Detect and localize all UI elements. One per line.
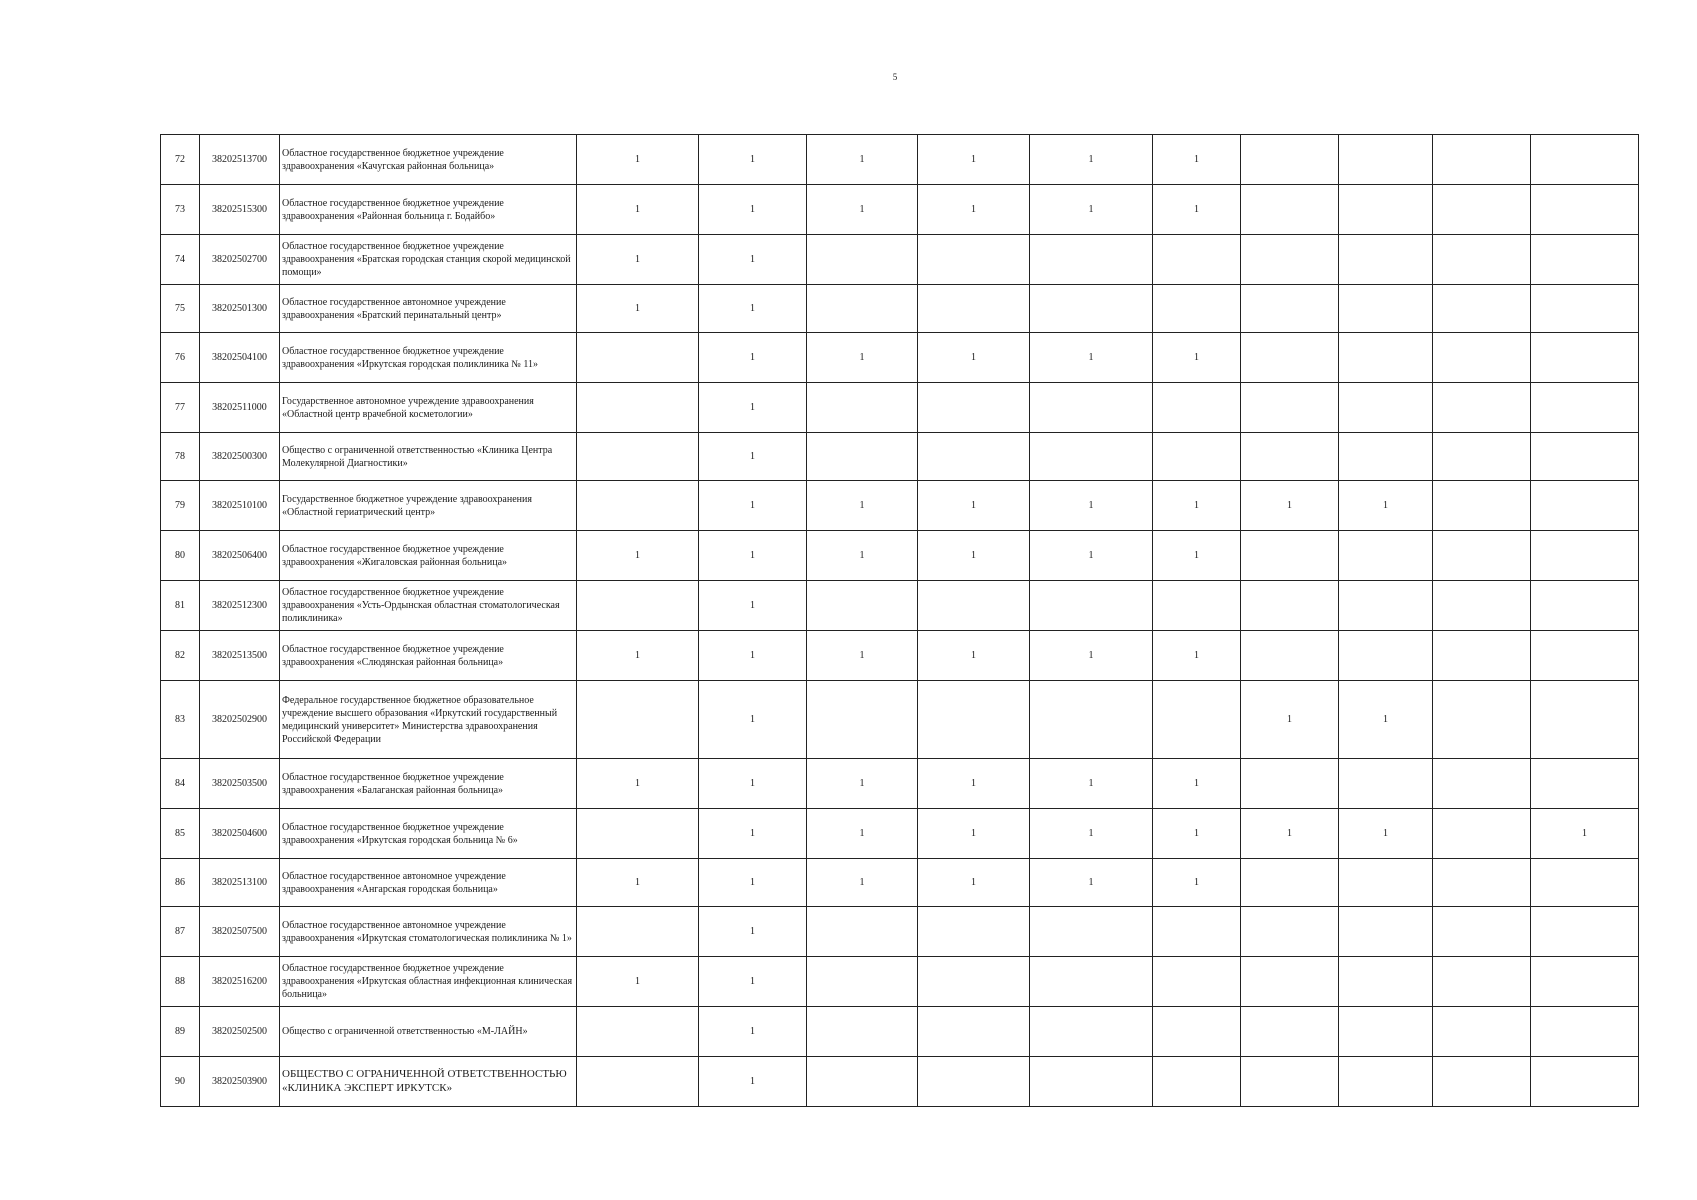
- organization-name-cell: Областное государственное бюджетное учреждение здравоохранения «Иркутская городская больница № 6»: [280, 809, 577, 859]
- indicator-cell: 1: [1153, 481, 1241, 531]
- organization-name-cell: Областное государственное бюджетное учреждение здравоохранения «Жигаловская районная больница»: [280, 531, 577, 581]
- indicator-cell: [1339, 1007, 1433, 1057]
- indicator-cell: [1433, 1007, 1531, 1057]
- indicator-cell: [1433, 235, 1531, 285]
- indicator-cell: [807, 433, 918, 481]
- indicator-cell: [918, 383, 1030, 433]
- row-number-cell: 74: [161, 235, 200, 285]
- indicator-cell: [1531, 433, 1639, 481]
- table-row: [161, 1057, 1639, 1107]
- indicator-cell: [1241, 1057, 1339, 1107]
- indicator-cell: [807, 235, 918, 285]
- indicator-cell: 1: [1339, 809, 1433, 859]
- indicator-cell: [1531, 531, 1639, 581]
- indicator-cell: [1531, 759, 1639, 809]
- table-row: [161, 481, 1639, 531]
- indicator-cell: [1153, 1007, 1241, 1057]
- table-row: [161, 631, 1639, 681]
- indicator-cell: 1: [699, 759, 807, 809]
- indicator-cell: [1531, 907, 1639, 957]
- indicator-cell: 1: [1153, 531, 1241, 581]
- indicator-cell: [1241, 333, 1339, 383]
- indicator-cell: 1: [577, 759, 699, 809]
- row-number-cell: 77: [161, 383, 200, 433]
- indicator-cell: [1433, 809, 1531, 859]
- indicator-cell: [1241, 383, 1339, 433]
- indicator-cell: 1: [1030, 333, 1153, 383]
- indicator-cell: [1433, 185, 1531, 235]
- registry-code-cell: 38202503500: [200, 759, 280, 809]
- row-number-cell: 87: [161, 907, 200, 957]
- indicator-cell: 1: [699, 433, 807, 481]
- indicator-cell: 1: [699, 185, 807, 235]
- indicator-cell: [1030, 907, 1153, 957]
- table-row: [161, 809, 1639, 859]
- indicator-cell: 1: [577, 185, 699, 235]
- indicator-cell: [1339, 531, 1433, 581]
- indicator-cell: [807, 383, 918, 433]
- indicator-cell: [577, 581, 699, 631]
- indicator-cell: 1: [699, 285, 807, 333]
- indicator-cell: [1433, 957, 1531, 1007]
- indicator-cell: 1: [1153, 631, 1241, 681]
- indicator-cell: 1: [807, 809, 918, 859]
- indicator-cell: [1531, 1007, 1639, 1057]
- indicator-cell: [918, 907, 1030, 957]
- indicator-cell: [807, 681, 918, 759]
- indicator-cell: 1: [699, 383, 807, 433]
- row-number-cell: 89: [161, 1007, 200, 1057]
- indicator-cell: 1: [577, 531, 699, 581]
- indicator-cell: 1: [699, 1057, 807, 1107]
- indicator-cell: 1: [807, 631, 918, 681]
- indicator-cell: [577, 681, 699, 759]
- indicator-cell: [1531, 1057, 1639, 1107]
- indicator-cell: [1339, 907, 1433, 957]
- indicator-cell: [807, 1057, 918, 1107]
- indicator-cell: [1153, 285, 1241, 333]
- indicator-cell: [1339, 859, 1433, 907]
- indicator-cell: [1241, 285, 1339, 333]
- indicator-cell: [807, 581, 918, 631]
- indicator-cell: [1433, 285, 1531, 333]
- indicator-cell: [918, 681, 1030, 759]
- indicator-cell: [1030, 957, 1153, 1007]
- indicator-cell: 1: [1030, 135, 1153, 185]
- table-row: [161, 859, 1639, 907]
- indicator-cell: 1: [918, 135, 1030, 185]
- indicator-cell: [1433, 333, 1531, 383]
- table-row: [161, 1007, 1639, 1057]
- row-number-cell: 83: [161, 681, 200, 759]
- indicator-cell: 1: [699, 681, 807, 759]
- indicator-cell: 1: [699, 809, 807, 859]
- indicator-cell: 1: [699, 859, 807, 907]
- indicator-cell: 1: [1030, 481, 1153, 531]
- indicator-cell: [1433, 481, 1531, 531]
- indicator-cell: 1: [1153, 809, 1241, 859]
- indicator-cell: [1241, 433, 1339, 481]
- indicator-cell: [577, 809, 699, 859]
- organization-name-cell: Областное государственное автономное учреждение здравоохранения «Ангарская городская больница»: [280, 859, 577, 907]
- indicator-cell: 1: [807, 333, 918, 383]
- indicator-cell: [1030, 1007, 1153, 1057]
- indicator-cell: [918, 285, 1030, 333]
- indicator-cell: 1: [918, 809, 1030, 859]
- indicator-cell: [1339, 285, 1433, 333]
- row-number-cell: 88: [161, 957, 200, 1007]
- organization-name-cell: Общество с ограниченной ответственностью «М-ЛАЙН»: [280, 1007, 577, 1057]
- indicator-cell: [807, 285, 918, 333]
- indicator-cell: [1153, 681, 1241, 759]
- registry-table: [160, 134, 1639, 1107]
- indicator-cell: 1: [918, 631, 1030, 681]
- indicator-cell: 1: [1339, 681, 1433, 759]
- organization-name-cell: Областное государственное бюджетное учреждение здравоохранения «Качугская районная больница»: [280, 135, 577, 185]
- indicator-cell: [807, 957, 918, 1007]
- indicator-cell: [918, 1057, 1030, 1107]
- indicator-cell: [1030, 285, 1153, 333]
- indicator-cell: 1: [807, 135, 918, 185]
- indicator-cell: [918, 957, 1030, 1007]
- table-row: [161, 433, 1639, 481]
- indicator-cell: [1433, 433, 1531, 481]
- indicator-cell: 1: [699, 907, 807, 957]
- table-row: [161, 531, 1639, 581]
- indicator-cell: [1531, 135, 1639, 185]
- row-number-cell: 85: [161, 809, 200, 859]
- indicator-cell: [807, 907, 918, 957]
- indicator-cell: [577, 1007, 699, 1057]
- indicator-cell: 1: [1241, 481, 1339, 531]
- indicator-cell: [1531, 957, 1639, 1007]
- registry-code-cell: 38202507500: [200, 907, 280, 957]
- registry-code-cell: 38202513700: [200, 135, 280, 185]
- registry-body: [161, 135, 1639, 1107]
- indicator-cell: [1433, 631, 1531, 681]
- indicator-cell: 1: [699, 631, 807, 681]
- indicator-cell: 1: [1241, 809, 1339, 859]
- indicator-cell: [918, 235, 1030, 285]
- indicator-cell: 1: [699, 235, 807, 285]
- indicator-cell: [1153, 1057, 1241, 1107]
- indicator-cell: [1339, 135, 1433, 185]
- registry-code-cell: 38202512300: [200, 581, 280, 631]
- indicator-cell: 1: [577, 285, 699, 333]
- row-number-cell: 79: [161, 481, 200, 531]
- indicator-cell: [1153, 581, 1241, 631]
- indicator-cell: 1: [699, 531, 807, 581]
- row-number-cell: 80: [161, 531, 200, 581]
- row-number-cell: 84: [161, 759, 200, 809]
- indicator-cell: 1: [1153, 135, 1241, 185]
- indicator-cell: [1531, 859, 1639, 907]
- table-row: [161, 135, 1639, 185]
- indicator-cell: [577, 907, 699, 957]
- indicator-cell: [1531, 333, 1639, 383]
- indicator-cell: 1: [577, 859, 699, 907]
- row-number-cell: 73: [161, 185, 200, 235]
- page-number: 5: [892, 72, 898, 82]
- indicator-cell: [1339, 1057, 1433, 1107]
- indicator-cell: [807, 1007, 918, 1057]
- indicator-cell: [1433, 907, 1531, 957]
- indicator-cell: [1153, 433, 1241, 481]
- indicator-cell: 1: [699, 135, 807, 185]
- registry-code-cell: 38202503900: [200, 1057, 280, 1107]
- registry-code-cell: 38202510100: [200, 481, 280, 531]
- registry-code-cell: 38202501300: [200, 285, 280, 333]
- organization-name-cell: Областное государственное бюджетное учреждение здравоохранения «Слюдянская районная больница»: [280, 631, 577, 681]
- indicator-cell: [1339, 433, 1433, 481]
- indicator-cell: 1: [1030, 185, 1153, 235]
- indicator-cell: 1: [1153, 185, 1241, 235]
- registry-code-cell: 38202502500: [200, 1007, 280, 1057]
- row-number-cell: 82: [161, 631, 200, 681]
- indicator-cell: 1: [918, 333, 1030, 383]
- indicator-cell: [1153, 383, 1241, 433]
- indicator-cell: [1153, 907, 1241, 957]
- indicator-cell: [1030, 383, 1153, 433]
- indicator-cell: 1: [1531, 809, 1639, 859]
- indicator-cell: [918, 433, 1030, 481]
- indicator-cell: [1433, 135, 1531, 185]
- registry-code-cell: 38202506400: [200, 531, 280, 581]
- organization-name-cell: Государственное автономное учреждение здравоохранения «Областной центр врачебной косметологии»: [280, 383, 577, 433]
- indicator-cell: 1: [699, 957, 807, 1007]
- indicator-cell: 1: [807, 759, 918, 809]
- table-row: [161, 681, 1639, 759]
- indicator-cell: [1339, 631, 1433, 681]
- indicator-cell: [1241, 631, 1339, 681]
- indicator-cell: [1241, 1007, 1339, 1057]
- row-number-cell: 78: [161, 433, 200, 481]
- indicator-cell: [577, 433, 699, 481]
- indicator-cell: 1: [1030, 531, 1153, 581]
- table-row: [161, 333, 1639, 383]
- indicator-cell: [1241, 759, 1339, 809]
- indicator-cell: 1: [699, 481, 807, 531]
- registry-code-cell: 38202513100: [200, 859, 280, 907]
- indicator-cell: 1: [1030, 809, 1153, 859]
- indicator-cell: [577, 333, 699, 383]
- indicator-cell: [1339, 383, 1433, 433]
- indicator-cell: [1531, 581, 1639, 631]
- registry-code-cell: 38202504100: [200, 333, 280, 383]
- indicator-cell: [1531, 285, 1639, 333]
- row-number-cell: 75: [161, 285, 200, 333]
- indicator-cell: 1: [577, 957, 699, 1007]
- indicator-cell: 1: [1339, 481, 1433, 531]
- indicator-cell: [1241, 957, 1339, 1007]
- organization-name-cell: Областное государственное автономное учреждение здравоохранения «Иркутская стоматологическая поликлиника № 1»: [280, 907, 577, 957]
- indicator-cell: [1030, 235, 1153, 285]
- organization-name-cell: Областное государственное бюджетное учреждение здравоохранения «Братская городская станция скорой медицинской помощи»: [280, 235, 577, 285]
- indicator-cell: [1433, 383, 1531, 433]
- registry-code-cell: 38202504600: [200, 809, 280, 859]
- indicator-cell: [1433, 681, 1531, 759]
- indicator-cell: 1: [807, 859, 918, 907]
- indicator-cell: [1339, 235, 1433, 285]
- indicator-cell: 1: [699, 1007, 807, 1057]
- indicator-cell: [1339, 333, 1433, 383]
- indicator-cell: [1030, 681, 1153, 759]
- indicator-cell: [1531, 235, 1639, 285]
- indicator-cell: 1: [1153, 759, 1241, 809]
- indicator-cell: [577, 1057, 699, 1107]
- indicator-cell: [1531, 185, 1639, 235]
- indicator-cell: [1531, 631, 1639, 681]
- indicator-cell: 1: [577, 235, 699, 285]
- indicator-cell: [1241, 859, 1339, 907]
- indicator-cell: [577, 383, 699, 433]
- indicator-cell: [918, 1007, 1030, 1057]
- row-number-cell: 90: [161, 1057, 200, 1107]
- organization-name-cell: Областное государственное автономное учреждение здравоохранения «Братский перинатальный центр»: [280, 285, 577, 333]
- registry-code-cell: 38202515300: [200, 185, 280, 235]
- indicator-cell: 1: [1030, 859, 1153, 907]
- indicator-cell: [577, 481, 699, 531]
- indicator-cell: 1: [918, 185, 1030, 235]
- row-number-cell: 76: [161, 333, 200, 383]
- registry-code-cell: 38202500300: [200, 433, 280, 481]
- indicator-cell: 1: [699, 581, 807, 631]
- row-number-cell: 81: [161, 581, 200, 631]
- table-row: [161, 759, 1639, 809]
- indicator-cell: 1: [1030, 631, 1153, 681]
- table-row: [161, 581, 1639, 631]
- indicator-cell: 1: [918, 531, 1030, 581]
- organization-name-cell: Областное государственное бюджетное учреждение здравоохранения «Иркутская городская поликлиника № 11»: [280, 333, 577, 383]
- organization-name-cell: Областное государственное бюджетное учреждение здравоохранения «Районная больница г. Бодайбо»: [280, 185, 577, 235]
- indicator-cell: 1: [1153, 333, 1241, 383]
- indicator-cell: [1531, 481, 1639, 531]
- indicator-cell: [1030, 581, 1153, 631]
- indicator-cell: [1241, 185, 1339, 235]
- organization-name-cell: Федеральное государственное бюджетное образовательное учреждение высшего образования «Иркутский государственный медицинский университет» Министерства здравоохранения Российской Федерации: [280, 681, 577, 759]
- indicator-cell: [1241, 135, 1339, 185]
- table-row: [161, 185, 1639, 235]
- registry-code-cell: 38202502700: [200, 235, 280, 285]
- indicator-cell: 1: [918, 859, 1030, 907]
- indicator-cell: [1433, 581, 1531, 631]
- table-row: [161, 957, 1639, 1007]
- indicator-cell: 1: [1153, 859, 1241, 907]
- indicator-cell: [1241, 907, 1339, 957]
- indicator-cell: [1153, 235, 1241, 285]
- indicator-cell: [1030, 433, 1153, 481]
- registry-code-cell: 38202513500: [200, 631, 280, 681]
- indicator-cell: [1339, 759, 1433, 809]
- indicator-cell: [1433, 1057, 1531, 1107]
- indicator-cell: [1241, 581, 1339, 631]
- registry-code-cell: 38202516200: [200, 957, 280, 1007]
- indicator-cell: [1433, 859, 1531, 907]
- indicator-cell: 1: [807, 481, 918, 531]
- indicator-cell: [1433, 759, 1531, 809]
- registry-code-cell: 38202502900: [200, 681, 280, 759]
- indicator-cell: [1030, 1057, 1153, 1107]
- indicator-cell: 1: [1241, 681, 1339, 759]
- indicator-cell: [1433, 531, 1531, 581]
- organization-name-cell: Государственное бюджетное учреждение здравоохранения «Областной гериатрический центр»: [280, 481, 577, 531]
- indicator-cell: [1241, 531, 1339, 581]
- indicator-cell: 1: [577, 631, 699, 681]
- indicator-cell: 1: [807, 185, 918, 235]
- indicator-cell: [1339, 581, 1433, 631]
- indicator-cell: [1531, 383, 1639, 433]
- table-row: [161, 285, 1639, 333]
- indicator-cell: 1: [699, 333, 807, 383]
- indicator-cell: 1: [577, 135, 699, 185]
- indicator-cell: [1339, 957, 1433, 1007]
- registry-code-cell: 38202511000: [200, 383, 280, 433]
- organization-name-cell: Областное государственное бюджетное учреждение здравоохранения «Усть-Ордынская областная стоматологическая поликлиника»: [280, 581, 577, 631]
- indicator-cell: 1: [918, 481, 1030, 531]
- indicator-cell: [1241, 235, 1339, 285]
- indicator-cell: [918, 581, 1030, 631]
- indicator-cell: [1531, 681, 1639, 759]
- organization-name-cell: Областное государственное бюджетное учреждение здравоохранения «Балаганская районная больница»: [280, 759, 577, 809]
- organization-name-cell: Областное государственное бюджетное учреждение здравоохранения «Иркутская областная инфекционная клиническая больница»: [280, 957, 577, 1007]
- indicator-cell: 1: [918, 759, 1030, 809]
- indicator-cell: [1339, 185, 1433, 235]
- table-row: [161, 235, 1639, 285]
- indicator-cell: 1: [1030, 759, 1153, 809]
- table-row: [161, 907, 1639, 957]
- row-number-cell: 86: [161, 859, 200, 907]
- organization-name-cell: ОБЩЕСТВО С ОГРАНИЧЕННОЙ ОТВЕТСТВЕННОСТЬЮ «КЛИНИКА ЭКСПЕРТ ИРКУТСК»: [280, 1057, 577, 1107]
- row-number-cell: 72: [161, 135, 200, 185]
- organization-name-cell: Общество с ограниченной ответственностью «Клиника Центра Молекулярной Диагностики»: [280, 433, 577, 481]
- indicator-cell: [1153, 957, 1241, 1007]
- indicator-cell: 1: [807, 531, 918, 581]
- table-row: [161, 383, 1639, 433]
